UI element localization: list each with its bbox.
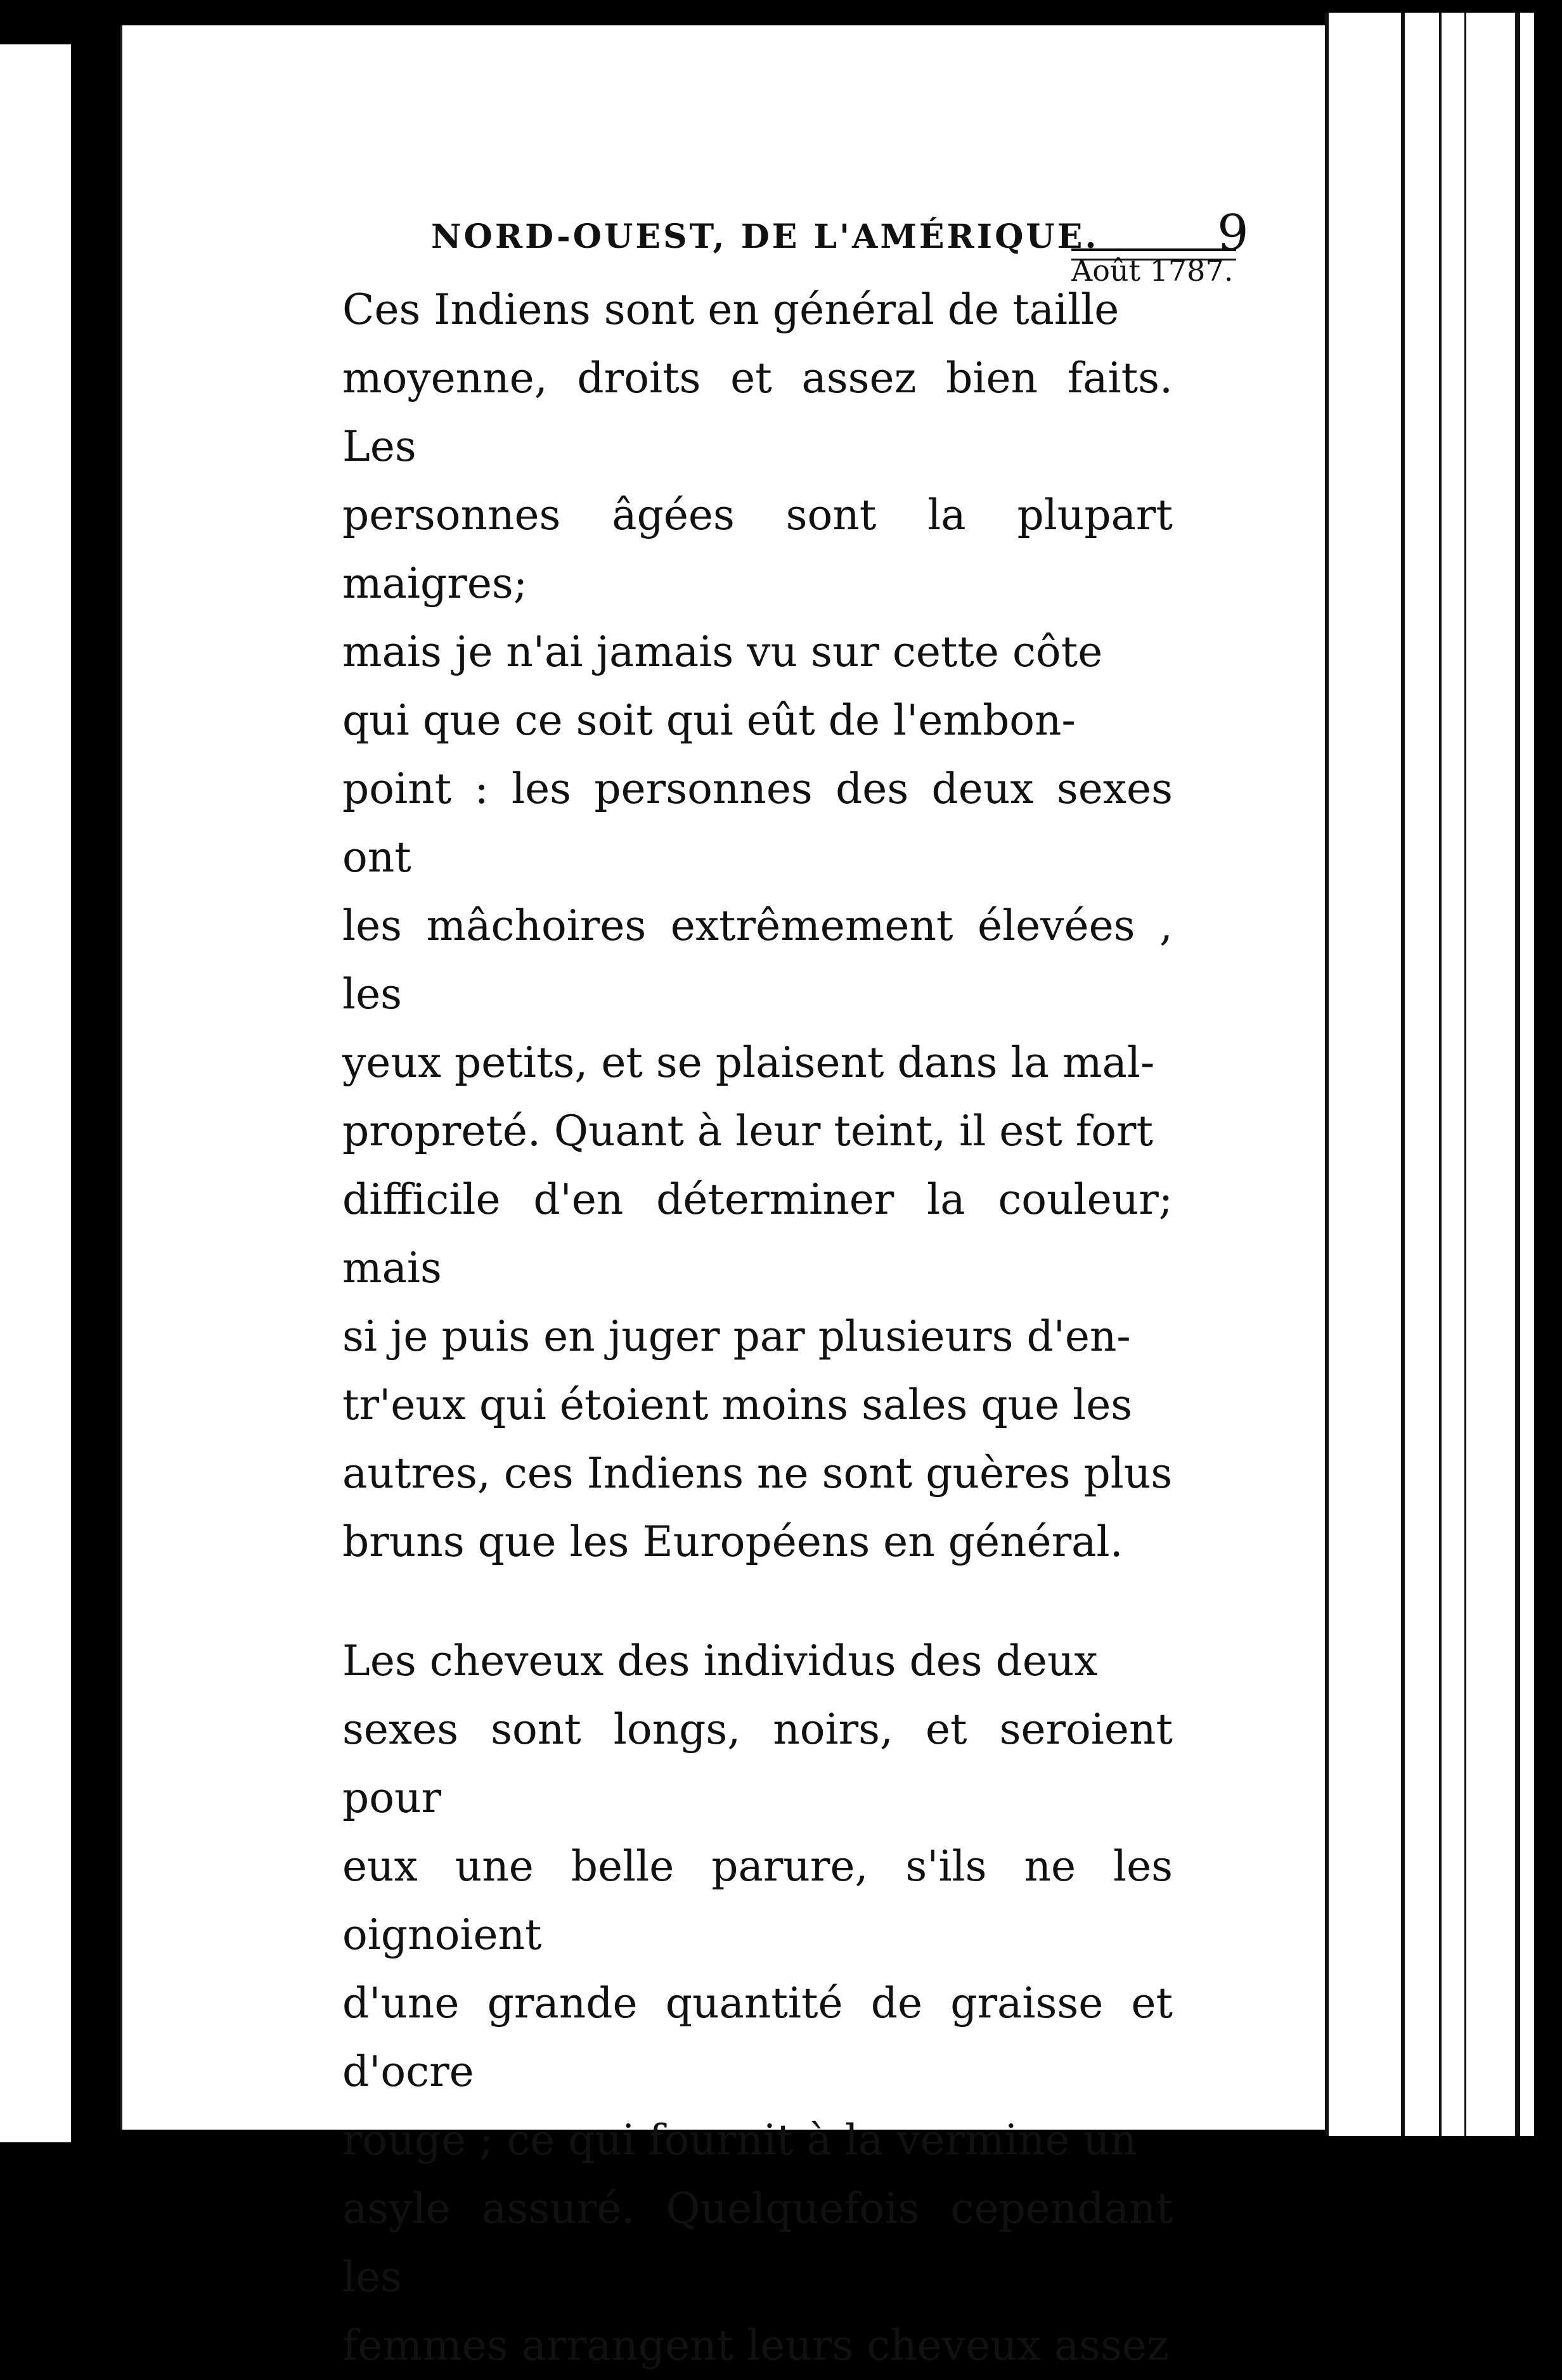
margin-date-note: Août 1787.: [1071, 254, 1234, 288]
page-edge-line: [1401, 13, 1405, 2136]
paragraph-2: Les cheveux des individus des deux sexes sont longs, noirs, et seroient pour eux une belle parure, s'ils ne les oignoient d'une grande quantité de graisse et d'ocre rouge ; ce qui fournit à la vermine un asyle assuré. Quelquefois cependant les femmes arrangent leurs cheveux assez: [342, 1637, 1173, 2370]
page-header: [311, 205, 1249, 263]
book-gutter: [71, 0, 122, 2170]
running-head: NORD-OUEST, DE L'AMÉRIQUE.: [431, 217, 1099, 256]
page-number: 9: [1217, 205, 1249, 262]
page-edge-line: [1464, 13, 1466, 2136]
book-page: [120, 25, 1325, 2370]
left-page-edge: [0, 44, 75, 2142]
body-text: [342, 276, 1173, 2380]
page-edge-line: [1515, 13, 1520, 2136]
page-edge-line: [1325, 13, 1329, 2136]
paragraph-1: Ces Indiens sont en général de taille moyenne, droits et assez bien faits. Les personnes âgées sont la plupart maigres; mais je n'ai jamais vu sur cette côte qui que ce soit qui eût de l'embon- point : les personnes des deux sexes ont les mâchoires extrêmement élevées , les yeux petits, et se plaisent dans la mal- propreté. Quant à leur teint, il est fort difficile d'en déterminer la couleur; mais si je puis en juger par plusieurs d'en- tr'eux qui étoient moins sales que les autres, ces Indiens ne sont guères plus bruns que les Européens en général.: [342, 285, 1173, 1566]
page-edge-line: [1439, 13, 1442, 2136]
stacked-page-edges: [1325, 13, 1534, 2136]
